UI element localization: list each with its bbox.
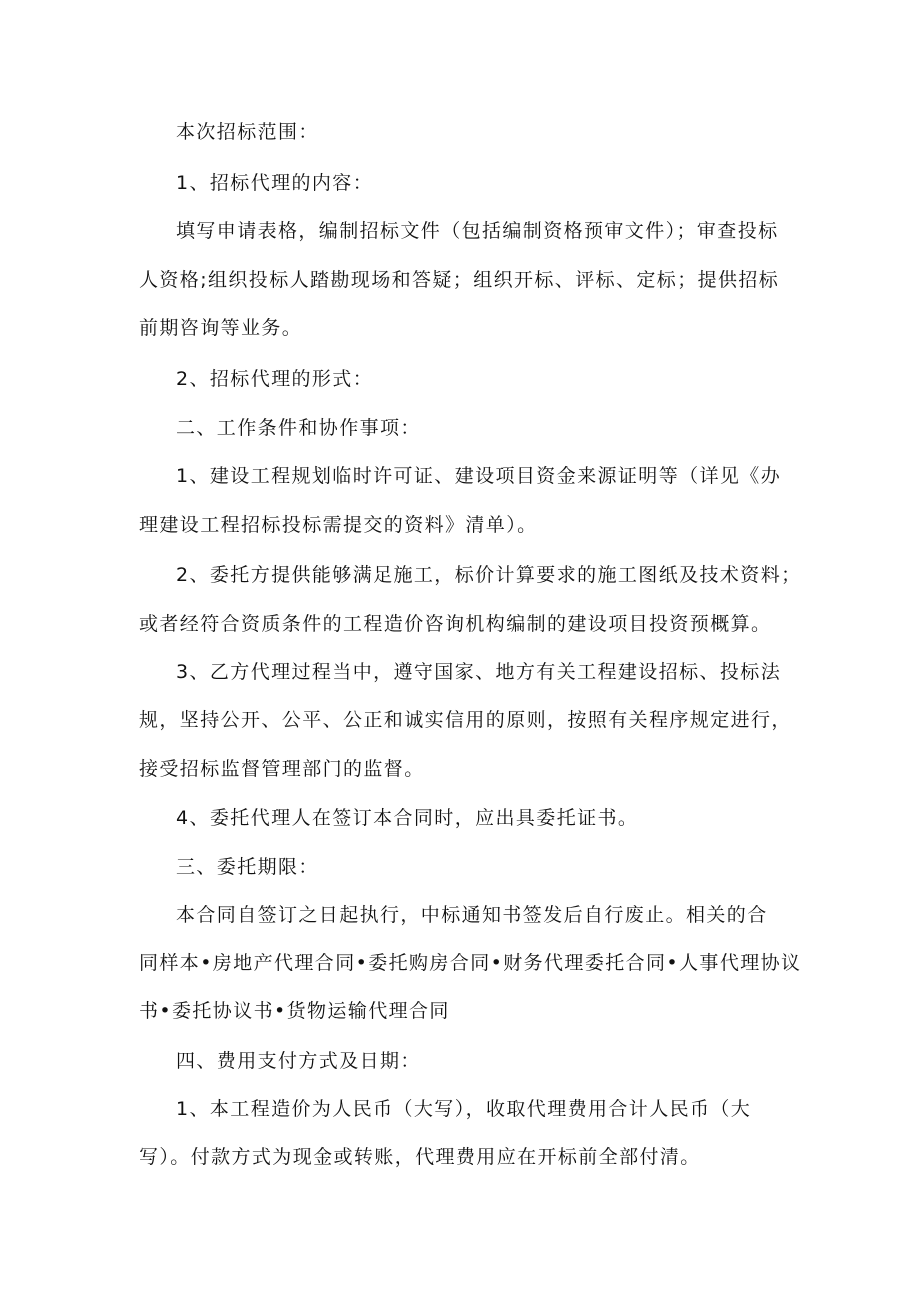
paragraph-line: 接受招标监督管理部门的监督。 bbox=[139, 758, 425, 780]
paragraph-line: 规，坚持公开、公平、公正和诚实信用的原则，按照有关程序规定进行， bbox=[139, 709, 792, 731]
paragraph-line: 前期咨询等业务。 bbox=[139, 317, 303, 339]
paragraph-line: 写）。付款方式为现金或转账，代理费用应在开标前全部付清。 bbox=[139, 1146, 701, 1168]
section-heading: 二、工作条件和协作事项： bbox=[176, 417, 421, 439]
paragraph-line: 本次招标范围： bbox=[176, 121, 319, 143]
paragraph-line: 2、招标代理的形式： bbox=[176, 368, 374, 390]
paragraph-line: 同样本•房地产代理合同•委托购房合同•财务代理委托合同•人事代理协议 bbox=[139, 952, 802, 974]
section-heading: 三、委托期限： bbox=[176, 856, 319, 878]
paragraph-line: 1、本工程造价为人民币（大写），收取代理费用合计人民币（大 bbox=[176, 1098, 752, 1120]
paragraph-line: 1、招标代理的内容： bbox=[176, 172, 374, 194]
paragraph-line: 书•委托协议书•货物运输代理合同 bbox=[139, 1000, 450, 1022]
paragraph-line: 2、委托方提供能够满足施工，标价计算要求的施工图纸及技术资料； bbox=[176, 564, 802, 586]
paragraph-line: 本合同自签订之日起执行，中标通知书签发后自行废止。相关的合 bbox=[176, 904, 768, 926]
paragraph-line: 人资格;组织投标人踏勘现场和答疑；组织开标、评标、定标；提供招标 bbox=[139, 269, 780, 291]
paragraph-line: 4、委托代理人在签订本合同时，应出具委托证书。 bbox=[176, 807, 639, 829]
paragraph-line: 1、建设工程规划临时许可证、建设项目资金来源证明等（详见《办 bbox=[176, 465, 782, 487]
paragraph-line: 理建设工程招标投标需提交的资料》清单）。 bbox=[139, 514, 538, 536]
paragraph-line: 或者经符合资质条件的工程造价咨询机构编制的建设项目投资预概算。 bbox=[139, 613, 772, 635]
section-heading: 四、费用支付方式及日期： bbox=[176, 1050, 421, 1072]
paragraph-line: 3、乙方代理过程当中，遵守国家、地方有关工程建设招标、投标法 bbox=[176, 661, 782, 683]
paragraph-line: 填写申请表格，编制招标文件（包括编制资格预审文件）；审查投标 bbox=[176, 220, 779, 242]
